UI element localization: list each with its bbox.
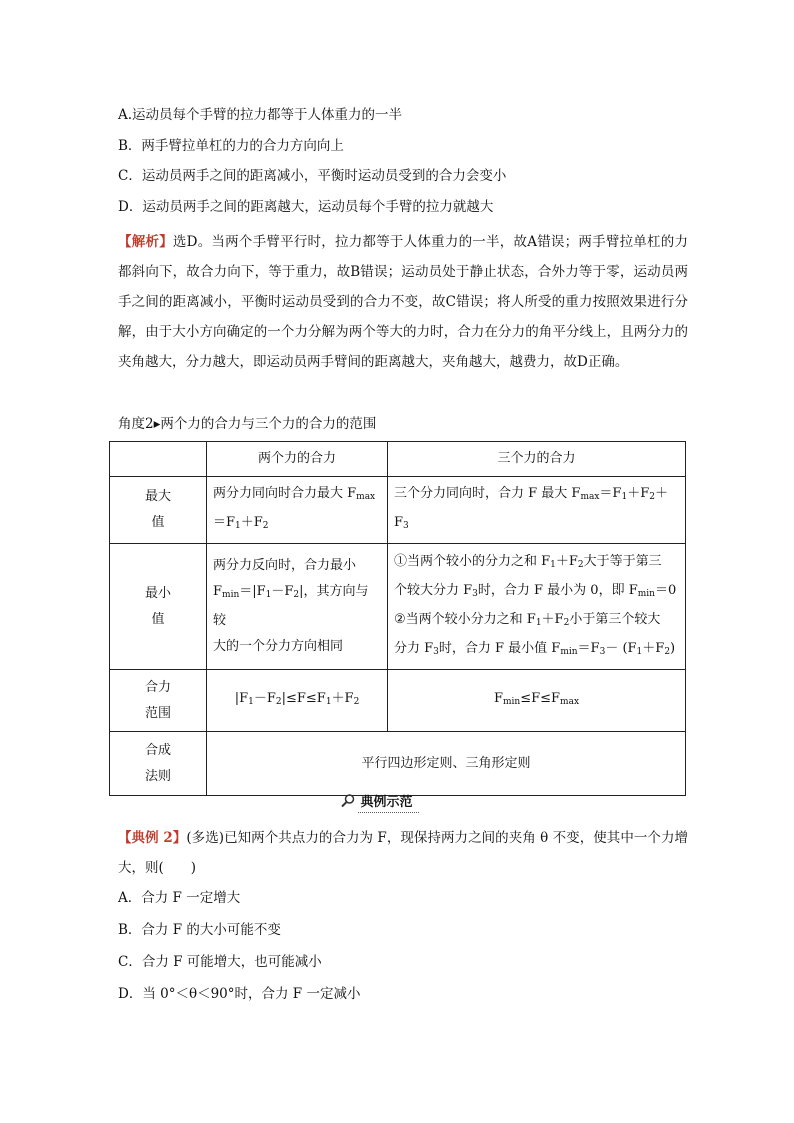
example-option-b: B．合力 F 的大小可能不变 bbox=[118, 922, 281, 938]
cell-two-max: 两分力同向时合力最大 $F_{max}$ $=F_1+F_2$ bbox=[207, 477, 388, 544]
cell-rule: 平行四边形定则、三角形定则 bbox=[207, 732, 686, 796]
cell-three-max: 三个分力同向时，合力 F 最大 $F_{max}=F_1+F_2+F_3$ bbox=[388, 477, 686, 544]
angle-heading: 角度2▸两个力的合力与三个力的合力的范围 bbox=[118, 416, 377, 432]
force-range-table bbox=[109, 441, 686, 796]
example-stem bbox=[118, 823, 688, 883]
example-option-d: D．当 0°＜θ＜90°时，合力 F 一定减小 bbox=[118, 986, 361, 1002]
cell-two-range: $|F_1-F_2|\le F\le F_1+F_2$ bbox=[207, 670, 388, 732]
analysis-tag: 【解析】 bbox=[118, 234, 173, 250]
header-two-forces: 两个力的合力 bbox=[207, 442, 388, 477]
example-option-a: A．合力 F 一定增大 bbox=[118, 890, 241, 906]
q1-option-a: A.运动员每个手臂的拉力都等于人体重力的一半 bbox=[118, 107, 403, 123]
analysis-paragraph bbox=[118, 227, 688, 377]
q1-option-c: C．运动员两手之间的距离减小，平衡时运动员受到的合力会变小 bbox=[118, 168, 507, 184]
header-three-forces: 三个力的合力 bbox=[388, 442, 686, 477]
table-corner bbox=[110, 442, 207, 477]
cell-three-range: $F_{min}\le F\le F_{max}$ bbox=[388, 670, 686, 732]
analysis-text: 选D。当两个手臂平行时，拉力都等于人体重力的一半，故A错误；两手臂拉单杠的力都斜向下，故合力向下，等于重力，故B错误；运动员处于静止状态，合外力等于零，运动员两手之间的距离减小，平衡时运动员受到的合力不变，故C错误；将人所受的重力按照效果进行分解，由于大小方向确定的一个力分解为两个等大的力时，合力在分力的角平分线上，且两分力的夹角越大，分力越大，即运动员两手臂间的距离越大，夹角越大，越费力，故D正确。 bbox=[118, 234, 688, 370]
example-option-c: C．合力 F 可能增大，也可能减小 bbox=[118, 954, 322, 970]
cell-two-min: 两分力反向时，合力最小 $F_{min}=|F_1-F_2|$，其方向与较 大的一个分力方向相同 bbox=[207, 544, 388, 670]
magnifier-icon bbox=[340, 793, 356, 809]
banner-underline bbox=[358, 812, 419, 813]
banner-label: 典例示范 bbox=[360, 795, 413, 810]
q1-option-d: D．运动员两手之间的距离越大，运动员每个手臂的拉力就越大 bbox=[118, 199, 494, 215]
row-label-range: 合力 范围 bbox=[110, 670, 207, 732]
example-text: (多选)已知两个共点力的合力为 F，现保持两力之间的夹角 θ 不变，使其中一个力增大，则( ) bbox=[118, 830, 689, 876]
q1-option-b: B．两手臂拉单杠的力的合力方向向上 bbox=[118, 138, 344, 154]
example-tag: 【典例 2】 bbox=[118, 830, 187, 846]
example-banner bbox=[340, 792, 413, 814]
row-label-min: 最小 值 bbox=[110, 544, 207, 670]
row-label-rule: 合成 法则 bbox=[110, 732, 207, 796]
cell-three-min: ①当两个较小的分力之和 $F_1+F_2$大于等于第三 个较大分力 $F_3$时，合力 F 最小为 0，即 $F_{min}=0$ ②当两个较小分力之和 $F_1+F_2$小于第三个较大 分力 $F_3$时，合力 F 最小值 $F_{min}=F_3- (F_1+F_2)$ bbox=[388, 544, 686, 670]
row-label-max: 最大 值 bbox=[110, 477, 207, 544]
